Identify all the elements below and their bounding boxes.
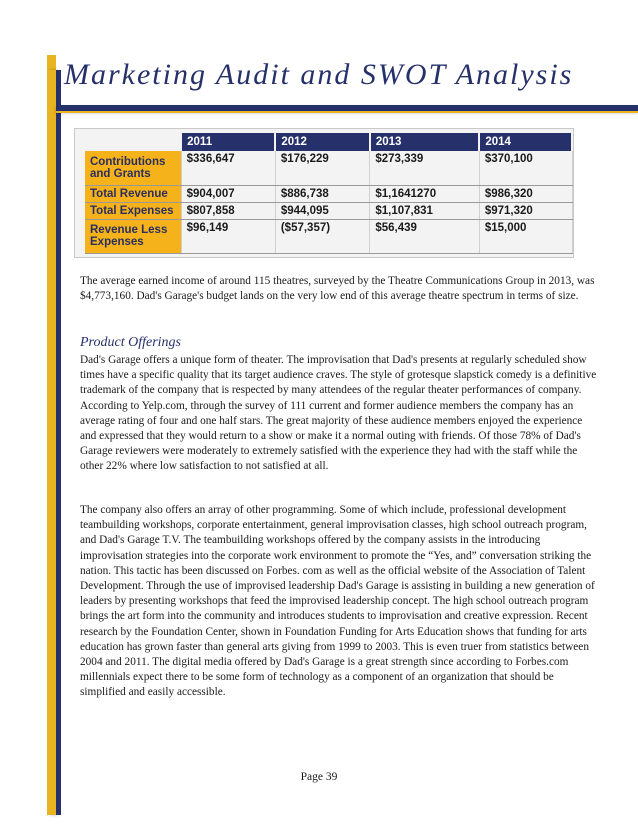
body-text: Dad's Garage offers a unique form of theater. The improvisation that Dad's presents at regularly scheduled show times have a specific quality that its target audience craves. The style of grotesque slapstick comedy is a definitive trademark of the company that is respected by many attendees of the regular theater performances of company. According to Yelp.com, through the survey of 111 current and former audience members the company has an average rating of four and one half stars. The great majority of these audience members enjoyed the experience and expressed that they would return to a show or make it a normal outing with friends. Of those 78% of Dad's Garage reviewers were moderately to extremely satisfied with the experience they had with the staff while the other 22% where low satisfaction to not satisfied at all. (80, 354, 597, 473)
table-cell: $96,149 (181, 219, 275, 253)
financial-table-panel (74, 128, 574, 258)
table-cell: $1,107,831 (370, 202, 480, 219)
page-title: Marketing Audit and SWOT Analysis (64, 58, 574, 91)
page-number: Page 39 (300, 771, 338, 783)
table-header-cell: 2014 (479, 133, 572, 151)
row-label: Contributions and Grants (85, 151, 181, 185)
table-row (85, 219, 572, 253)
table-header-row (85, 133, 572, 151)
table-cell: $886,738 (275, 185, 369, 202)
row-label: Total Expenses (85, 202, 181, 219)
table-row (85, 151, 572, 185)
row-label: Total Revenue (85, 185, 181, 202)
section-heading: Product Offerings (80, 335, 181, 350)
table-cell: $15,000 (479, 219, 572, 253)
table-header-cell (85, 133, 181, 151)
intro-paragraph (80, 274, 600, 304)
table-row (85, 202, 572, 219)
title-rule-accent (56, 111, 638, 113)
table-header-cell: 2012 (275, 133, 369, 151)
table-cell: $807,858 (181, 202, 275, 219)
table-header-cell: 2013 (370, 133, 480, 151)
table-cell: $273,339 (370, 151, 480, 185)
table-cell: $370,100 (479, 151, 572, 185)
table-cell: $56,439 (370, 219, 480, 253)
table-cell: $336,647 (181, 151, 275, 185)
body-text: The average earned income of around 115 theatres, surveyed by the Theatre Communications Group in 2013, was $4,773,160. Dad's Garage's budget lands on the very low end of this average theatre spectrum in terms of size. (80, 275, 595, 303)
body-text: The company also offers an array of other programming. Some of which include, professional development teambuilding workshops, corporate entertainment, general improvisation classes, high school outreach program, and Dad's Garage T.V. The teambuilding workshops offered by the company assists in the introducing improvisation strategies into the corporate work environment to promote the “Yes, and” conversation striking the nation. This tactic has been discussed on Forbes. com as well as the official website of the Association of Talent Development. Through the use of improvised leadership Dad's Garage is assisting in building a new generation of leaders by presenting workshops that feed the improvised leadership concept. The high school outreach program brings the art form into the community and introduces students to improvisation and creative expression. Recent research by the Foundation Center, shown in Foundation Funding for Arts Education shows that funding for arts education has grown faster than general arts giving from 1999 to 2003. This is even truer from statistics between 2004 and 2011. The digital media offered by Dad's Garage is a great strength since according to Forbes.com millennials expect there to be some form of technology as a component of an organization that should be simplified and easily accessible. (80, 504, 595, 699)
paragraph-product-offerings (80, 353, 600, 475)
table-row (85, 185, 572, 202)
table-cell: ($57,357) (275, 219, 369, 253)
table-cell: $944,095 (275, 202, 369, 219)
table-cell: $176,229 (275, 151, 369, 185)
financial-table (85, 133, 573, 254)
row-label: Revenue Less Expenses (85, 219, 181, 253)
table-header-cell: 2011 (181, 133, 275, 151)
left-border-gold (47, 70, 56, 815)
table-cell: $1,1641270 (370, 185, 480, 202)
paragraph-programming (80, 503, 600, 701)
left-border-navy (56, 70, 61, 815)
table-cell: $971,320 (479, 202, 572, 219)
table-cell: $986,320 (479, 185, 572, 202)
table-cell: $904,007 (181, 185, 275, 202)
